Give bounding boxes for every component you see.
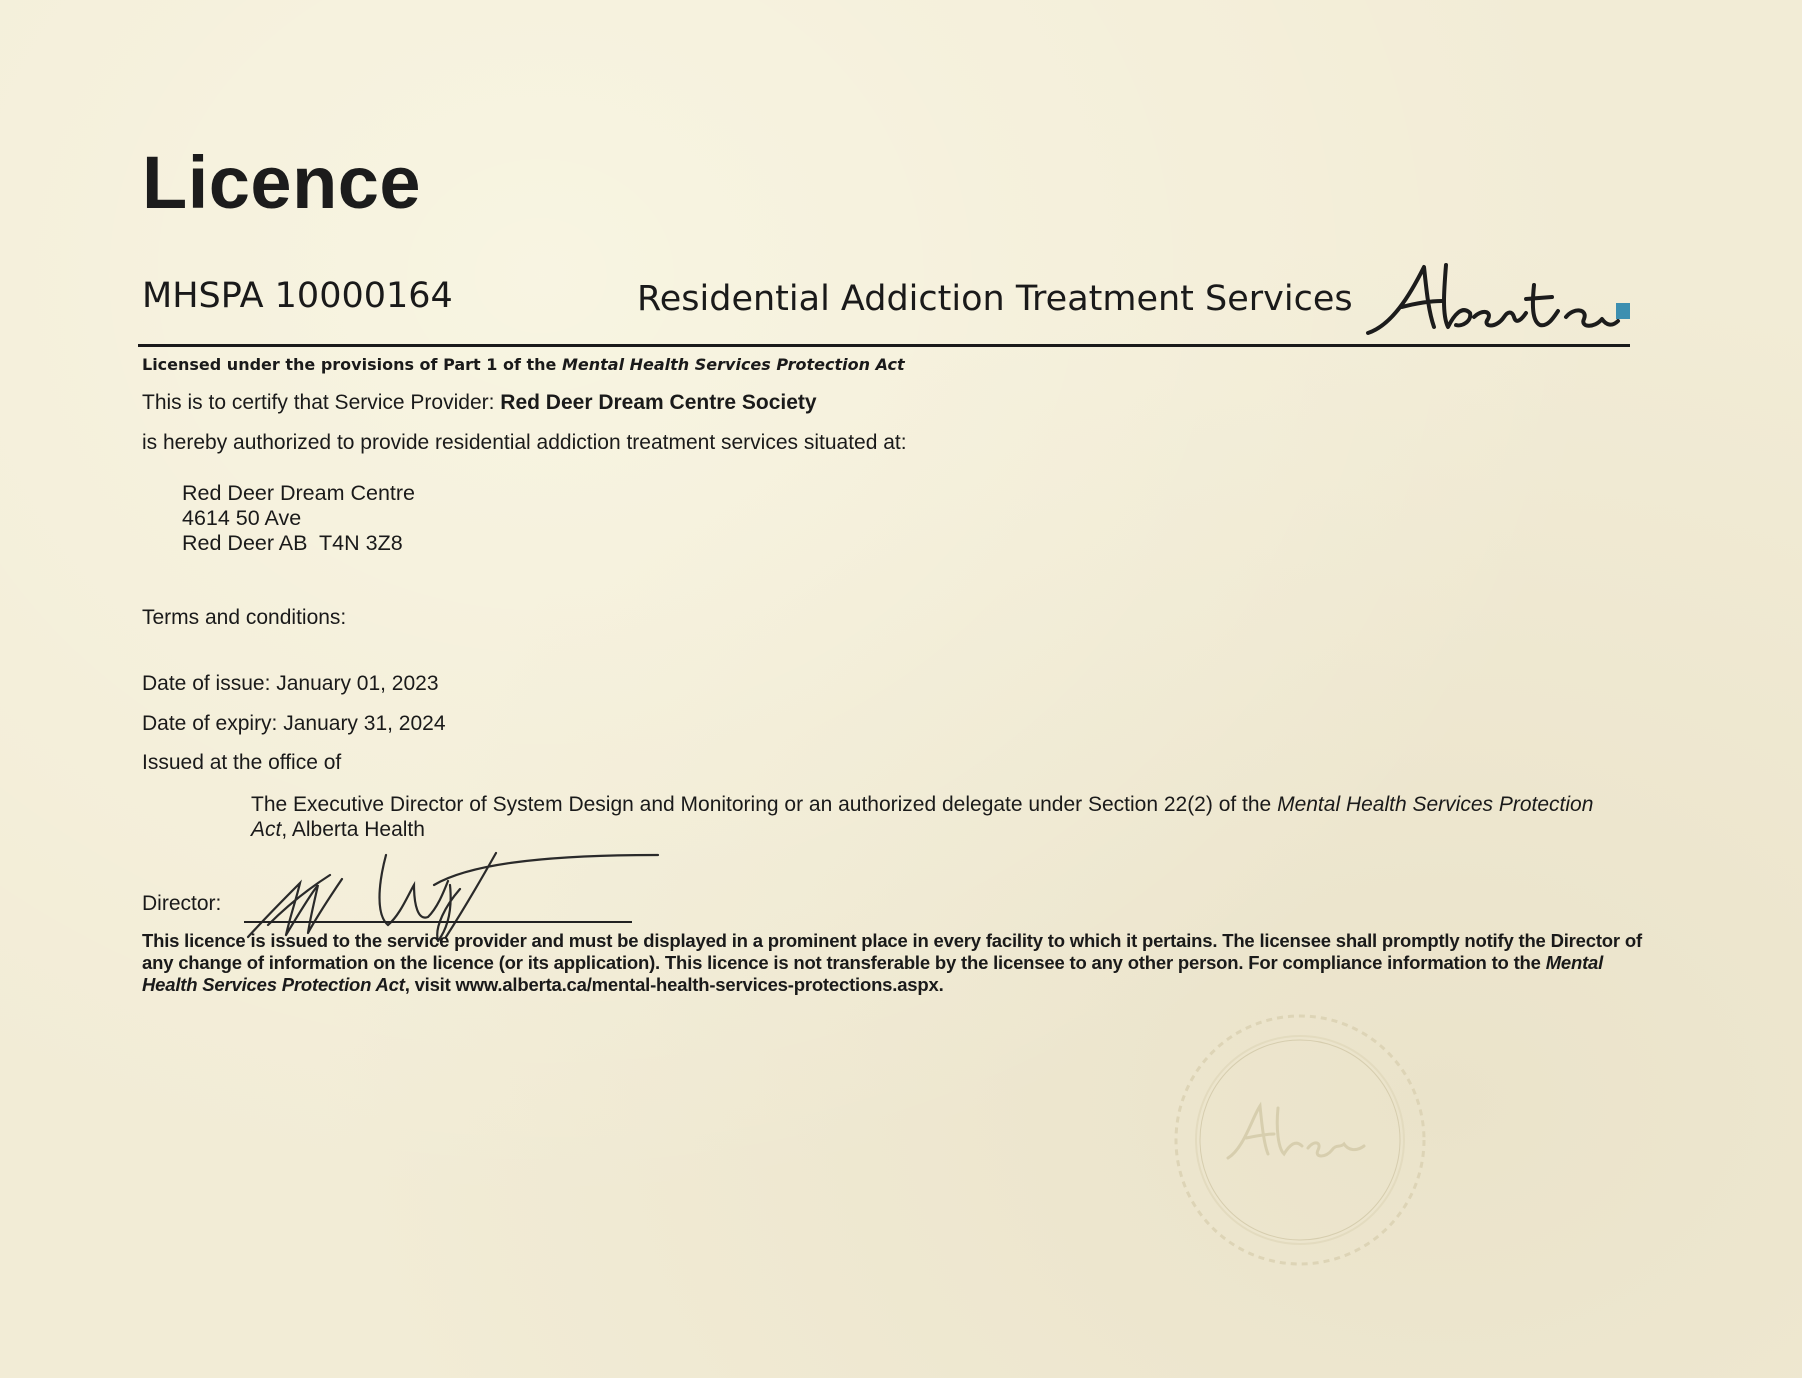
alberta-logo-script (1368, 265, 1618, 333)
issuing-authority-text: The Executive Director of System Design and Monitoring or an authorized delegate under Section 22(2) of the (251, 793, 1278, 816)
provisions-act: Mental Health Services Protection Act (561, 355, 905, 374)
licence-notice (142, 930, 1642, 996)
date-of-issue: Date of issue: January 01, 2023 (142, 672, 439, 695)
service-type: Residential Addiction Treatment Services (637, 279, 1353, 319)
alberta-logo-square (1616, 303, 1630, 319)
embossed-seal (1168, 1008, 1432, 1272)
notice-text: This licence is issued to the service provider and must be displayed in a prominent place in every facility to which it pertains. The licensee shall promptly notify the Director of any change of information on the licence (or its application). This licence is not transferable by the licensee to any other person. For compliance information to the (142, 930, 1642, 973)
issuing-authority-dept: , Alberta Health (281, 818, 425, 841)
provisions-statement (142, 355, 905, 374)
notice-act: Mental Health Services Protection Act (142, 952, 1604, 995)
header-rule (138, 344, 1630, 347)
alberta-logo (1362, 255, 1632, 345)
certification-prefix: This is to certify that Service Provider: (142, 391, 501, 414)
service-provider-name: Red Deer Dream Centre Society (500, 391, 817, 414)
authorization-line: is hereby authorized to provide residential addiction treatment services situated at: (142, 431, 907, 454)
facility-address (182, 481, 415, 556)
terms-label: Terms and conditions: (142, 606, 347, 629)
address-line-2: 4614 50 Ave (182, 506, 302, 530)
issued-office-label: Issued at the office of (142, 751, 342, 774)
licence-number: MHSPA 10000164 (142, 276, 453, 316)
licence-title: Licence (142, 141, 422, 224)
address-line-3: Red Deer AB T4N 3Z8 (182, 531, 403, 555)
certification-line (142, 391, 817, 415)
signature-line (244, 921, 632, 923)
date-of-expiry: Date of expiry: January 31, 2024 (142, 712, 446, 735)
issuing-authority (251, 792, 1621, 842)
notice-website: , visit www.alberta.ca/mental-health-services-protections.aspx. (404, 974, 944, 995)
director-label: Director: (142, 892, 222, 915)
provisions-prefix: Licensed under the provisions of Part 1 of the (142, 355, 562, 374)
address-line-1: Red Deer Dream Centre (182, 481, 416, 505)
issuing-authority-act: Mental Health Services Protection Act (251, 793, 1594, 841)
